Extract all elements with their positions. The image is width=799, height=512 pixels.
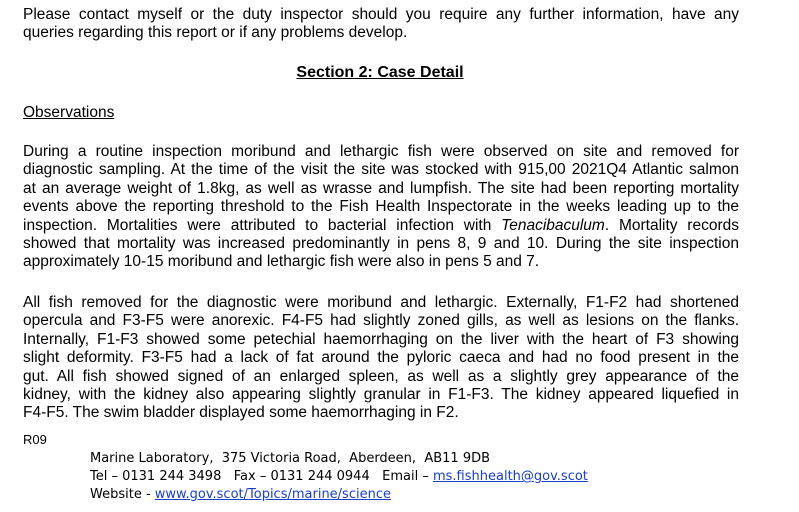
footer-city: Aberdeen,: [349, 451, 417, 466]
text-line: All fish removed for the diagnostic were moribund and lethargic. Externally, F1-F2 had shortened: [23, 294, 739, 311]
section-title: Section 2: Case Detail: [296, 64, 464, 81]
reference-code: R09: [23, 432, 47, 447]
text-line: kidney, with the kidney also appearing slightly granular in F1-F3. The kidney appeared liquefied in: [23, 386, 739, 404]
text-line: Internally, F1-F3 showed some petechial haemorrhaging on the liver with the heart of F3 showing: [23, 330, 739, 348]
footer-contact: [90, 450, 588, 504]
footer-postcode: AB11 9DB: [424, 451, 491, 466]
email-link[interactable]: ms.fishhealth@gov.scot: [432, 469, 588, 484]
bacterium-name: Tenacibaculum: [501, 216, 605, 234]
text-line: slight deformity. F3-F5 had a lack of fat around the pyloric caeca and had no food present in the: [23, 349, 739, 367]
text-line: events above the reporting threshold to the Fish Health Inspectorate in the weeks leading up to the: [23, 198, 739, 216]
text-run: inspection. Mortalities were attributed to bacterial infection with: [23, 216, 502, 234]
website-link[interactable]: www.gov.scot/Topics/marine/science: [154, 487, 391, 502]
footer-road: 375 Victoria Road,: [221, 451, 341, 466]
footer-email-label: Email –: [382, 469, 429, 484]
contact-paragraph: [23, 6, 739, 43]
observations-heading: Observations: [23, 104, 115, 121]
footer-address: [90, 450, 588, 468]
text-line: Please contact myself or the duty inspector should you require any further information, have any: [23, 6, 739, 23]
observations-paragraph-1: [23, 143, 739, 272]
text-line: showed that mortality was increased predominantly in pens 8, 9 and 10. During the site inspection: [23, 235, 739, 253]
text-line: During a routine inspection moribund and lethargic fish were observed on site and removed for: [23, 143, 739, 160]
observations-paragraph-2: [23, 294, 739, 423]
footer-phone-row: [90, 468, 588, 486]
footer-website-label: Website -: [90, 487, 151, 502]
text-line: approximately 10-15 moribund and lethargic fish were also in pens 5 and 7.: [23, 253, 540, 271]
text-line: at an average weight of 1.8kg, as well as wrasse and lumpfish. The site had been reporting mortality: [23, 179, 739, 197]
text-line: opercula and F3-F5 were anorexic. F4-F5 had slightly zoned gills, as well as lesions on the flanks.: [23, 312, 739, 330]
footer-website-row: [90, 486, 588, 504]
text-line: diagnostic sampling. At the time of the visit the site was stocked with 915,00 2021Q4 Atlantic salmon: [23, 161, 739, 179]
text-run: . Mortality records: [604, 216, 739, 234]
footer-fax: Fax – 0131 244 0944: [233, 469, 370, 484]
footer-org: Marine Laboratory,: [90, 451, 214, 466]
text-line: [23, 217, 739, 235]
text-line: gut. All fish showed signed of an enlarged spleen, as well as a slightly grey appearance of the: [23, 367, 739, 385]
text-line: queries regarding this report or if any problems develop.: [23, 24, 408, 42]
text-line: F4-F5. The swim bladder displayed some haemorrhaging in F2.: [23, 404, 459, 422]
footer-tel: Tel – 0131 244 3498: [90, 469, 222, 484]
